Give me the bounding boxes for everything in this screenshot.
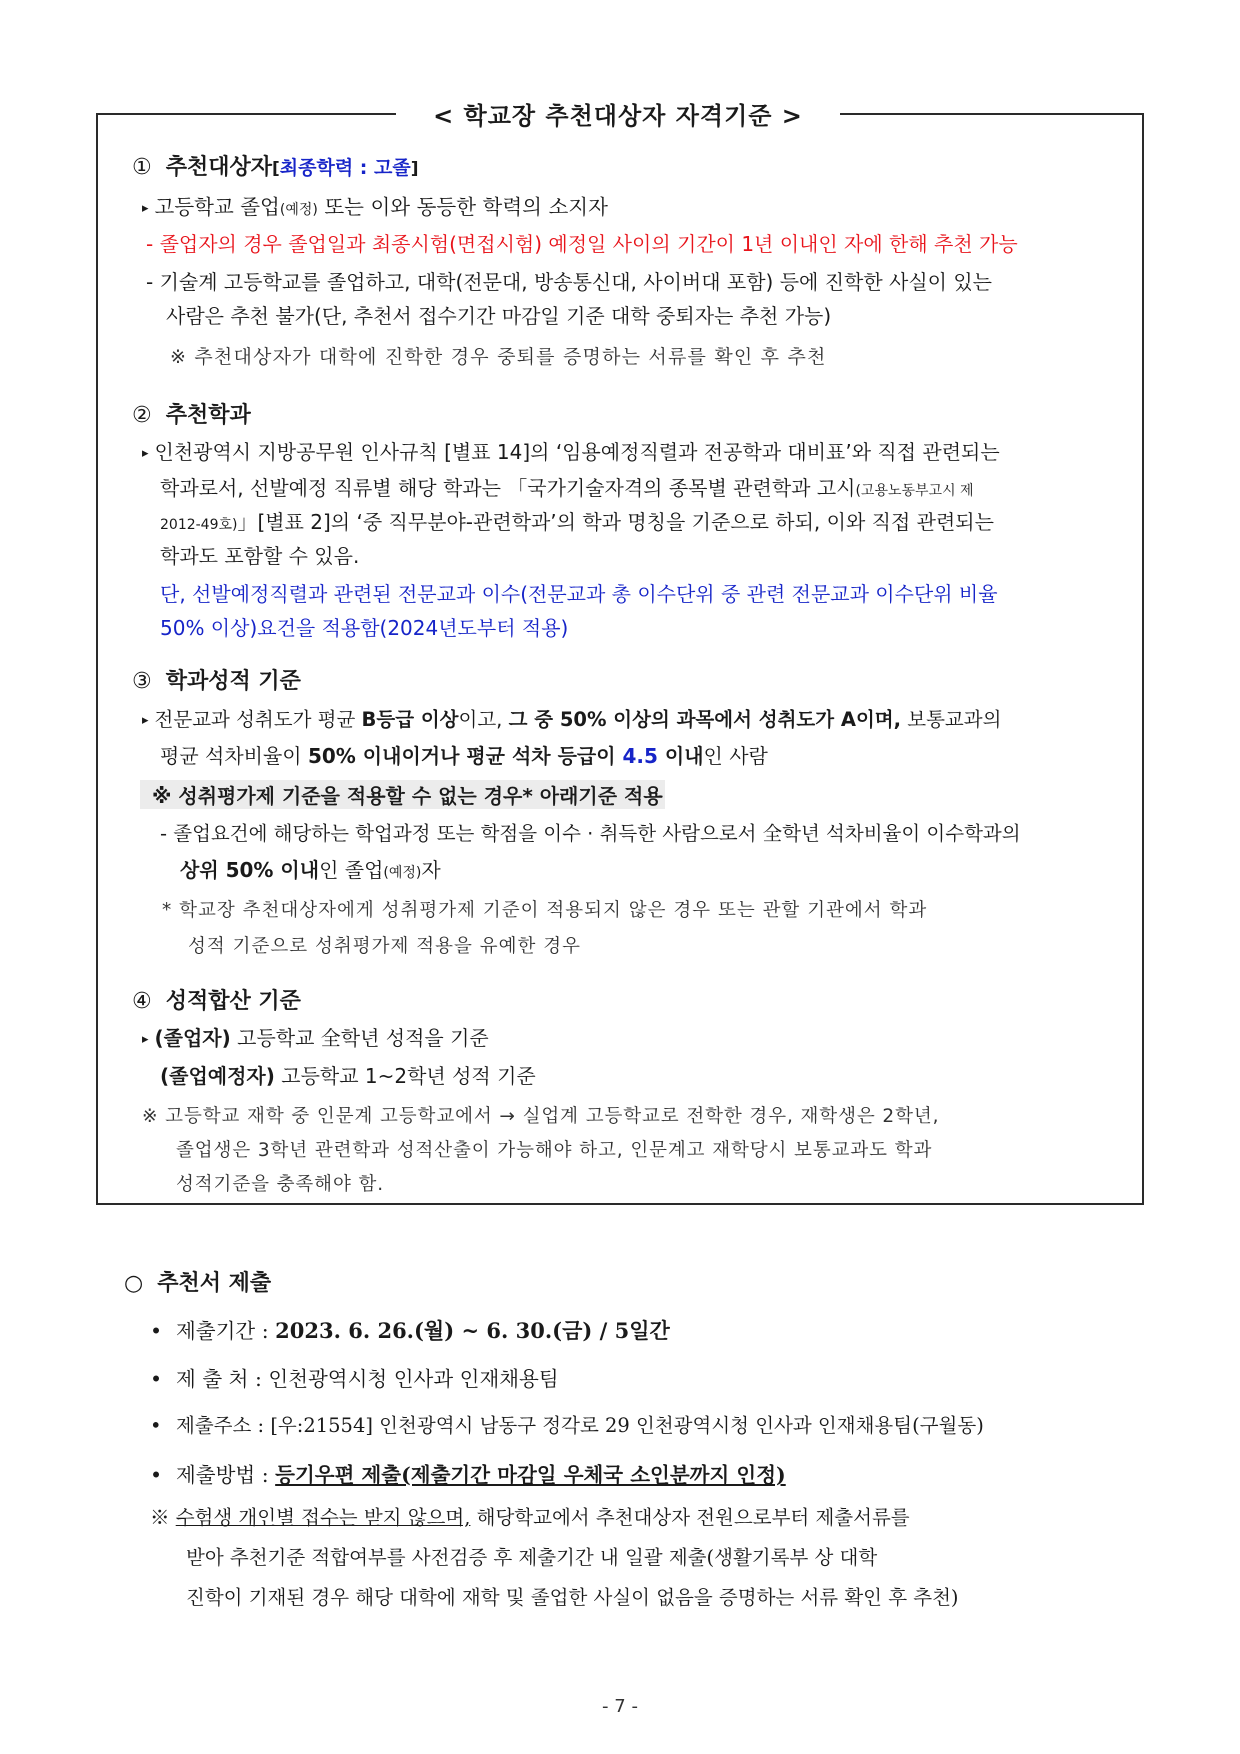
section-4-title: ④ 성적합산 기준 <box>132 989 301 1014</box>
s3-line-1: ▸ 전문교과 성취도가 평균 B등급 이상이고, 그 중 50% 이상의 과목에서 성취도가 A이며, 보통교과의 <box>142 708 1002 731</box>
s4-line-2: (졸업예정자) 고등학교 1~2학년 성적 기준 <box>160 1064 536 1088</box>
s2-line-1: ▸ 인천광역시 지방공무원 인사규칙 [별표 14]의 ‘임용예정직렬과 전공학과 대비표’와 직접 관련되는 <box>142 440 1000 464</box>
s2-line-4: 학과도 포함할 수 있음. <box>160 544 360 568</box>
page-number: - 7 - <box>602 1696 638 1717</box>
s4-line-1: ▸ (졸업자) 고등학교 全학년 성적을 기준 <box>142 1026 489 1050</box>
triangle-bullet-icon: ▸ <box>142 1032 149 1047</box>
bullet-dot-icon: • <box>150 1367 163 1391</box>
section-3-title: ③ 학과성적 기준 <box>132 669 301 694</box>
s3-line-2: 평균 석차비율이 50% 이내이거나 평균 석차 등급이 4.5 이내인 사람 <box>160 744 768 768</box>
submission-period: • 제출기간 : 2023. 6. 26.(월) ~ 6. 30.(금) / 5일간 <box>150 1318 670 1343</box>
triangle-bullet-icon: ▸ <box>142 713 149 728</box>
triangle-bullet-icon: ▸ <box>142 201 149 216</box>
triangle-bullet-icon: ▸ <box>142 446 149 461</box>
s1-line-3: - 기술계 고등학교를 졸업하고, 대학(전문대, 방송통신대, 사이버대 포함) 등에 진학한 사실이 있는 <box>146 270 992 294</box>
s4-note-1: ※ 고등학교 재학 중 인문계 고등학교에서 → 실업계 고등학교로 전학한 경우, 재학생은 2학년, <box>142 1106 940 1127</box>
box-title: < 학교장 추천대상자 자격기준 > <box>433 102 803 130</box>
bullet-dot-icon: • <box>150 1463 163 1487</box>
section-1-title: ① 추천대상자[최종학력 : 고졸] <box>132 155 419 180</box>
s2-line-2: 학과로서, 선발예정 직류별 해당 학과는 「국가기술자격의 종목별 관련학과 고시(고용노동부고시 제 <box>160 476 974 500</box>
section-2-title: ② 추천학과 <box>132 403 251 428</box>
submission-method: • 제출방법 : 등기우편 제출(제출기간 마감일 우체국 소인분까지 인정) <box>150 1463 786 1487</box>
s1-line-2: - 졸업자의 경우 졸업일과 최종시험(면접시험) 예정일 사이의 기간이 1년 이내인 자에 한해 추천 가능 <box>146 232 1018 256</box>
bullet-dot-icon: • <box>150 1319 163 1343</box>
s4-note-2: 졸업생은 3학년 관련학과 성적산출이 가능해야 하고, 인문계고 재학당시 보통교과도 학과 <box>176 1140 933 1161</box>
s2-line-6: 50% 이상)요건을 적용함(2024년도부터 적용) <box>160 616 569 640</box>
submission-note-3: 진학이 기재된 경우 해당 대학에 재학 및 졸업한 사실이 없음을 증명하는 서류 확인 후 추천) <box>186 1586 959 1609</box>
s3-line-4: 상위 50% 이내인 졸업(예정)자 <box>180 858 441 882</box>
submission-note-1: ※ 수험생 개인별 접수는 받지 않으며, 해당학교에서 추천대상자 전원으로부터 제출서류를 <box>150 1506 910 1529</box>
s3-line-3: - 졸업요건에 해당하는 학업과정 또는 학점을 이수 · 취득한 사람으로서 全학년 석차비율이 이수학과의 <box>160 822 1021 845</box>
s3-footnote-2: 성적 기준으로 성취평가제 적용을 유예한 경우 <box>188 936 581 957</box>
s3-note: ※ 성취평가제 기준을 적용할 수 없는 경우* 아래기준 적용 <box>140 780 665 809</box>
s2-line-5: 단, 선발예정직렬과 관련된 전문교과 이수(전문교과 총 이수단위 중 관련 전문교과 이수단위 비율 <box>160 582 998 606</box>
s4-note-3: 성적기준을 충족해야 함. <box>176 1174 385 1195</box>
s3-footnote-1: * 학교장 추천대상자에게 성취평가제 기준이 적용되지 않은 경우 또는 관할 기관에서 학과 <box>162 900 928 921</box>
bullet-dot-icon: • <box>150 1414 162 1437</box>
s1-line-1: ▸ 고등학교 졸업(예정) 또는 이와 동등한 학력의 소지자 <box>142 195 608 219</box>
circle-marker-icon: ○ <box>124 1271 144 1296</box>
submission-note-2: 받아 추천기준 적합여부를 사전검증 후 제출기간 내 일괄 제출(생활기록부 상 대학 <box>186 1546 878 1569</box>
submission-place: • 제 출 처 : 인천광역시청 인사과 인재채용팀 <box>150 1367 559 1391</box>
s1-line-4: 사람은 추천 불가(단, 추천서 접수기간 마감일 기준 대학 중퇴자는 추천 가능) <box>166 304 832 328</box>
submission-address: • 제출주소 : [우:21554] 인천광역시 남동구 정각로 29 인천광역시청 인사과 인재채용팀(구월동) <box>150 1414 984 1437</box>
s2-line-3: 2012-49호)」[별표 2]의 ‘중 직무분야-관련학과’의 학과 명칭을 기준으로 하되, 이와 직접 관련되는 <box>160 510 994 534</box>
submission-title: ○ 추천서 제출 <box>124 1271 272 1296</box>
s1-note: ※ 추천대상자가 대학에 진학한 경우 중퇴를 증명하는 서류를 확인 후 추천 <box>170 346 827 368</box>
